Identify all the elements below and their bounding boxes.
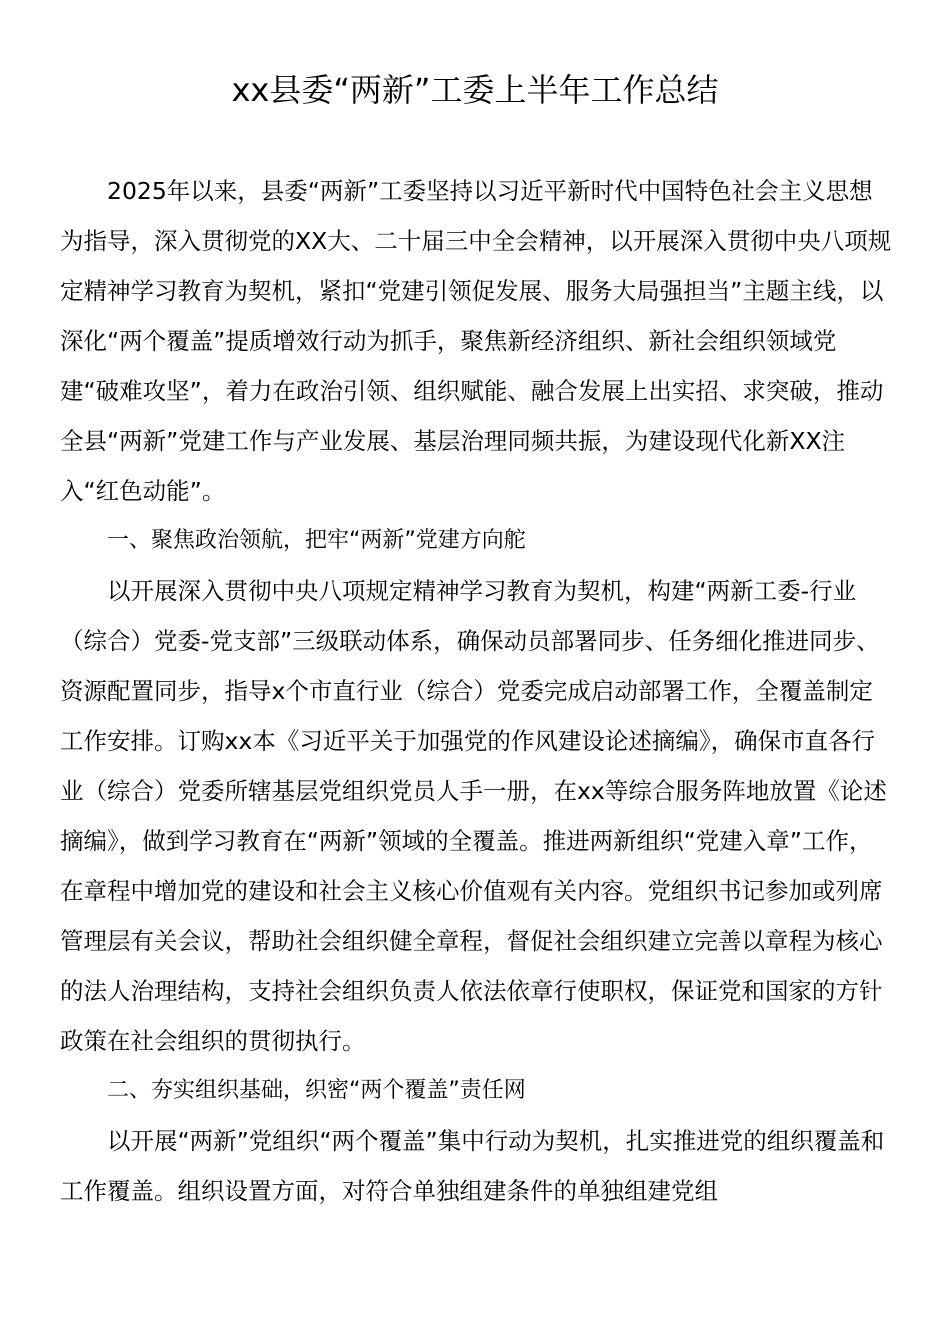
section-1-paragraph: 以开展深入贯彻中央八项规定精神学习教育为契机，构建“两新工委-行业（综合）党委-党支部”三级联动体系，确保动员部署同步、任务细化推进同步、资源配置同步，指导x个市直行业（综合）党委完成启动部署工作，全覆盖制定工作安排。订购xx本《习近平关于加强党的作风建设论述摘编》，确保市直各行业（综合）党委所辖基层党组织党员人手一册，在xx等综合服务阵地放置《论述摘编》，做到学习教育在“两新”领域的全覆盖。推进两新组织“党建入章”工作，在章程中增加党的建设和社会主义核心价值观有关内容。党组织书记参加或列席管理层有关会议，帮助社会组织健全章程，督促社会组织建立完善以章程为核心的法人治理结构，支持社会组织负责人依法依章行使职权，保证党和国家的方针政策在社会组织的贯彻执行。 (60, 577, 887, 1055)
document-body (60, 166, 892, 1216)
document-title: xx县委“两新”工委上半年工作总结 (231, 71, 719, 109)
section-heading-2: 二、夯实组织基础，织密“两个覆盖”责任网 (107, 1078, 526, 1103)
section-2-paragraph: 以开展“两新”党组织“两个覆盖”集中行动为契机，扎实推进党的组织覆盖和工作覆盖。组织设置方面，对符合单独组建条件的单独组建党组 (60, 1127, 885, 1205)
intro-paragraph: 2025年以来，县委“两新”工委坚持以习近平新时代中国特色社会主义思想为指导，深入贯彻党的XX大、二十届三中全会精神，以开展深入贯彻中央八项规定精神学习教育为契机，紧扣“党建引领促发展、服务大局强担当”主题主线，以深化“两个覆盖”提质增效行动为抓手，聚焦新经济组织、新社会组织领域党建“破难攻坚”，着力在政治引领、组织赋能、融合发展上出实招、求突破，推动全县“两新”党建工作与产业发展、基层治理同频共振，为建设现代化新XX注入“红色动能”。 (60, 177, 892, 505)
section-heading-1: 一、聚焦政治领航，把牢“两新”党建方向舵 (107, 528, 526, 553)
